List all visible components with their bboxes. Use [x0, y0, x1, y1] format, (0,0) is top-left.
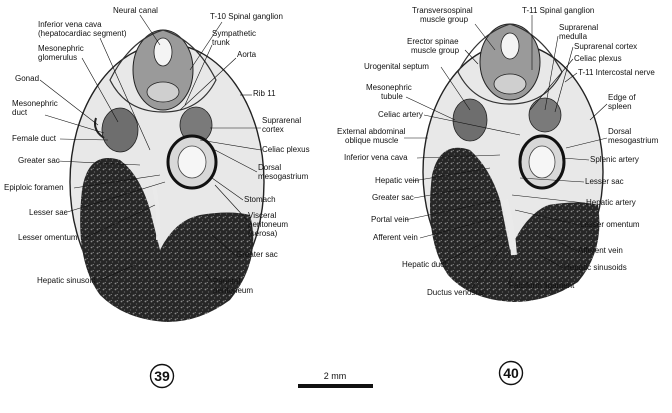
label-afferent-vein-right: Afferent vein	[578, 246, 623, 255]
label-hepatic-vein: Hepatic vein	[375, 176, 420, 185]
label-stomach: Stomach	[244, 195, 276, 204]
label-suprarenal-cortex-2: cortex	[262, 125, 284, 134]
label-lesser-omentum: Lesser omentum	[580, 220, 640, 229]
label-rib-11: Rib 11	[253, 89, 276, 98]
label-hepatic-duct: Hepatic duct	[402, 260, 447, 269]
label-mesonephric-glomerulus-2: glomerulus	[38, 53, 78, 62]
label-afferent-vein-left: Afferent vein	[373, 233, 418, 242]
label-dorsal-mesogastrium-2: mesogastrium	[258, 172, 309, 181]
label-greater-sac-lower: Greater sac	[236, 250, 278, 259]
label-gonad: Gonad	[15, 74, 40, 83]
mesonephros-right	[453, 99, 487, 141]
stomach-lumen	[529, 146, 555, 178]
label-suprarenal-cortex-1: Suprarenal	[262, 116, 302, 125]
label-t11-spinal-ganglion: T-11 Spinal ganglion	[522, 6, 595, 15]
label-female-duct: Female duct	[12, 134, 57, 143]
label-urogenital-septum: Urogenital septum	[364, 62, 429, 71]
label-mesonephric-duct-2: duct	[12, 108, 28, 117]
label-edge-of-spleen-1: Edge of	[608, 93, 636, 102]
label-edge-of-spleen-2: spleen	[608, 102, 632, 111]
scale-bar-label: 2 mm	[323, 371, 347, 381]
label-mesonephric-duct-1: Mesonephric	[12, 99, 58, 108]
label-parietal-peritoneum-2: peritoneum	[213, 286, 254, 295]
label-dorsal-mesogastrium-2: mesogastrium	[608, 136, 659, 145]
label-celiac-plexus: Celiac plexus	[262, 145, 310, 154]
label-aorta: Aorta	[237, 50, 257, 59]
label-mesonephric-tubule-2: tubule	[381, 92, 403, 101]
label-lesser-omentum: Lesser omentum	[18, 233, 78, 242]
label-hepatic-sinusoids: Hepatic sinusoids	[564, 263, 627, 272]
label-sympathetic-trunk-2: trunk	[212, 38, 230, 47]
label-hepatic-artery: Hepatic artery	[586, 198, 636, 207]
label-sympathetic-trunk-1: Sympathetic	[212, 29, 257, 38]
scale-bar	[298, 371, 373, 388]
label-neural-canal: Neural canal	[113, 6, 158, 15]
label-mesonephric-glomerulus-1: Mesonephric	[38, 44, 84, 53]
panel-number-text: 40	[503, 365, 519, 381]
label-falciform-ligament: Falciform ligament	[509, 281, 575, 290]
stomach-lumen	[178, 146, 206, 178]
label-mesonephric-tubule-1: Mesonephric	[366, 83, 412, 92]
label-hepatic-sinusoid: Hepatic sinusoid	[37, 276, 96, 285]
label-portal-vein: Portal vein	[371, 215, 409, 224]
vertebral-body	[147, 82, 179, 102]
label-suprarenal-cortex: Suprarenal cortex	[574, 42, 638, 51]
label-erector-spinae-1: Erector spinae	[407, 37, 459, 46]
label-celiac-artery: Celiac artery	[378, 110, 423, 119]
label-splenic-artery: Splenic artery	[590, 155, 639, 164]
label-lesser-sac: Lesser sac	[585, 177, 624, 186]
label-ext-abd-oblique-1: External abdominal	[337, 127, 406, 136]
label-greater-sac: Greater sac	[18, 156, 60, 165]
label-transversospinal-1: Transversospinal	[412, 6, 473, 15]
neural-canal-shape	[154, 38, 172, 66]
vertebral-body	[494, 74, 526, 94]
label-inferior-vena-cava: Inferior vena cava	[344, 153, 408, 162]
label-suprarenal-medulla-1: Suprarenal	[559, 23, 599, 32]
panel-number-39	[151, 365, 174, 388]
label-t11-intercostal-nerve: T-11 Intercostal nerve	[578, 68, 655, 77]
label-inferior-vena-cava-1: Inferior vena cava	[38, 20, 102, 29]
label-celiac-plexus: Celiac plexus	[574, 54, 622, 63]
section-40-image	[423, 24, 603, 302]
label-lesser-sac: Lesser sac	[29, 208, 68, 217]
label-erector-spinae-2: muscle group	[411, 46, 460, 55]
label-epiploic-foramen: Epiploic foramen	[4, 183, 64, 192]
neural-canal-shape	[501, 33, 519, 59]
label-visceral-peritoneum-1: Visceral	[248, 211, 277, 220]
label-inferior-vena-cava-2: (hepatocardiac segment)	[38, 29, 127, 38]
suprarenal-right	[529, 98, 561, 132]
label-visceral-peritoneum-2: peritoneum	[248, 220, 289, 229]
label-greater-sac: Greater sac	[372, 193, 414, 202]
label-ductus-venosus: Ductus venosus	[427, 288, 484, 297]
label-suprarenal-medulla-2: medulla	[559, 32, 588, 41]
scale-bar-line	[298, 384, 373, 388]
label-transversospinal-2: muscle group	[420, 15, 469, 24]
label-t10-spinal-ganglion: T-10 Spinal ganglion	[210, 12, 283, 21]
panel-number-text: 39	[154, 368, 170, 384]
mesonephros-left	[102, 108, 138, 152]
label-parietal-peritoneum-1: Parietal	[213, 277, 241, 286]
panel-number-40	[500, 362, 523, 385]
label-visceral-peritoneum-3: (serosa)	[248, 229, 278, 238]
label-dorsal-mesogastrium-1: Dorsal	[608, 127, 632, 136]
label-dorsal-mesogastrium-1: Dorsal	[258, 163, 282, 172]
label-ext-abd-oblique-2: oblique muscle	[345, 136, 399, 145]
